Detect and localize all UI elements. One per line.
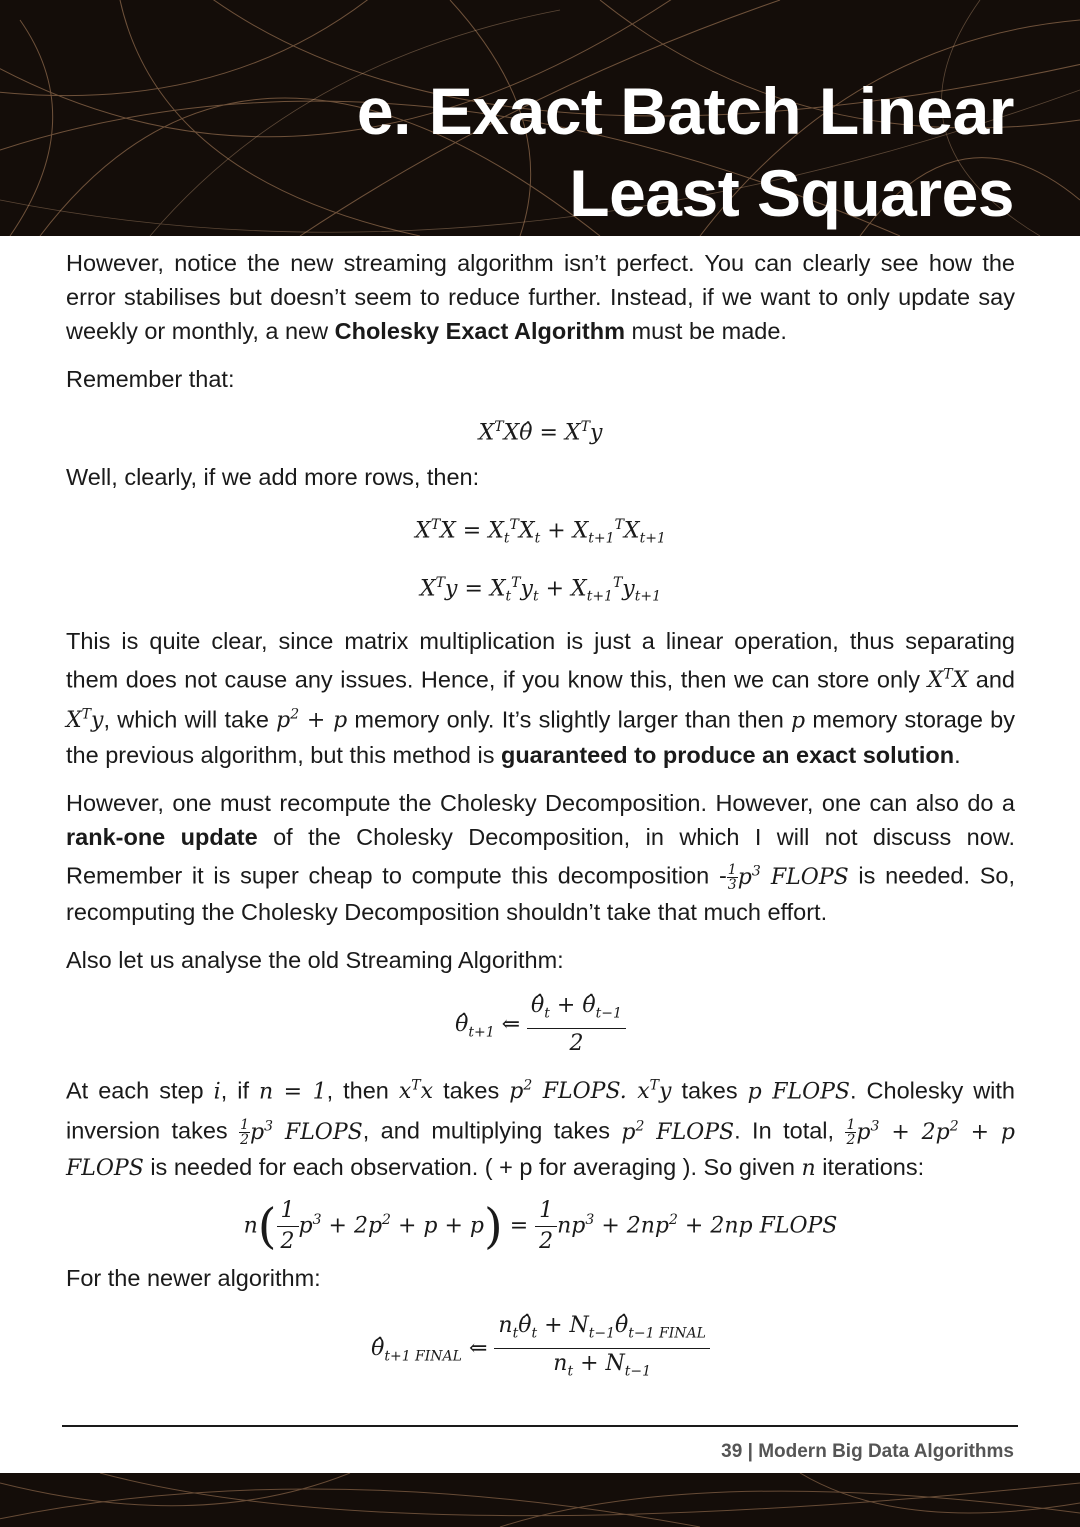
cholesky-text-a: However, one must recompute the Cholesky Decomposition. However, one can also do a xyxy=(66,790,1015,817)
linear-text-c: , which will take xyxy=(103,706,277,733)
footer-separator: | xyxy=(747,1441,753,1462)
cholesky-text-c: is needed. So, recomputing the Cholesky Decomposition shouldn’t take that much effort. xyxy=(66,862,1016,925)
equation-normal: $X^TX\thetâ = X^Ty$ xyxy=(478,419,603,446)
math-xtx: $X^TX$ xyxy=(927,666,969,694)
math-xty: $X^Ty$ xyxy=(66,707,104,734)
math-i: i xyxy=(213,1079,221,1105)
math-p2-flops-2: $p^2$ FLOPS xyxy=(621,1118,735,1145)
header-banner xyxy=(0,0,1080,236)
paragraph-intro xyxy=(66,246,1015,348)
flops-text-b: , if xyxy=(220,1077,259,1104)
title-line-1: e. Exact Batch Linear xyxy=(356,74,1014,148)
cholesky-bold: rank-one update xyxy=(66,824,258,851)
equation-total-flops: n( $\frac{1}{2}$ $p^3 + 2p^2 + p + p$) = $\frac{1}{2}$ $np^3 + 2np^2 + 2np$ FLOPS xyxy=(243,1197,838,1255)
flops-text-j: iterations: xyxy=(815,1153,925,1180)
math-total: $\frac{1}{2}$ $p^3 + 2p^2 + p$ FLOPS xyxy=(66,1117,1015,1181)
flops-text-a: At each step xyxy=(66,1077,214,1104)
footer-banner xyxy=(0,1473,1080,1527)
linear-text-d: memory only. It’s slightly larger than then xyxy=(347,706,792,733)
decorative-curves-footer xyxy=(0,1473,1080,1527)
book-title: Modern Big Data Algorithms xyxy=(758,1441,1014,1462)
main-content xyxy=(66,246,1015,1397)
cholesky-text-b: of the Cholesky Decomposition, in which I will not discuss now. Remember it is super cheap to compute this decomposition - xyxy=(66,824,1015,889)
page-footer xyxy=(721,1441,1014,1463)
flops-text-h: . In total, xyxy=(734,1117,846,1144)
paragraph-remember: Remember that: xyxy=(66,366,235,392)
linear-text-b: and xyxy=(968,666,1015,693)
paragraph-rows: Well, clearly, if we add more rows, then: xyxy=(66,464,480,491)
intro-end: must be made. xyxy=(624,318,787,344)
equation-final: $\thetâ_{t+1 FINAL}$ ⇐ $\frac{n_t\thetâ_t + N_{t-1}\thetâ_{t-1 FINAL}}{n_t + N_{t-1}}$ xyxy=(66,1311,1015,1387)
math-n: n xyxy=(801,1155,816,1181)
flops-text-g: , and multiplying takes xyxy=(362,1117,622,1144)
flops-text-f: . Cholesky with inversion takes xyxy=(66,1077,1016,1144)
math-p: p xyxy=(791,708,806,734)
paragraph-cholesky xyxy=(66,786,1015,928)
math-n-eq-1: n = 1 xyxy=(259,1079,327,1105)
flops-text-d: takes xyxy=(433,1077,510,1104)
equation-xtx-split: $X^TX = X_t^TX_t + X_{t+1}^TX_{t+1}$ xyxy=(415,517,666,548)
paragraph-newer: For the newer algorithm: xyxy=(66,1264,321,1291)
linear-end: . xyxy=(954,742,961,769)
math-third-p3: $\frac{1}{3}$ $p^3$ FLOPS xyxy=(727,862,849,894)
flops-text-i: is needed for each observation. ( + p for averaging ). So given xyxy=(143,1153,802,1180)
page-title xyxy=(357,70,1014,234)
linear-text-a: This is quite clear, since matrix multiplication is just a linear operation, thus separating them does not cause any issues. Hence, if you know this, then we can store only xyxy=(66,627,1015,693)
page-number: 39 xyxy=(721,1441,743,1462)
equation-streaming: $\thetâ_{t+1}$ ⇐ $\frac{\thetâ_t + \thetâ_{t-1}}{2}$ xyxy=(66,991,1015,1059)
flops-text-e: takes xyxy=(671,1077,748,1104)
equation-xty-split: $X^Ty = X_t^Ty_t + X_{t+1}^Ty_{t+1}$ xyxy=(420,575,661,605)
math-p-flops: p FLOPS xyxy=(747,1079,850,1105)
paragraph-analyse: Also let us analyse the old Streaming Algorithm: xyxy=(66,946,564,973)
footer-divider xyxy=(62,1425,1018,1427)
paragraph-linear xyxy=(66,624,1015,773)
math-p2-flops: $p^2$ FLOPS. $x^Ty$ xyxy=(509,1078,672,1105)
paragraph-flops xyxy=(66,1069,1015,1186)
title-line-2: Least Squares xyxy=(569,156,1014,230)
math-half-p3: $\frac{1}{2}$ $p^3$ FLOPS xyxy=(240,1117,363,1149)
linear-bold: guaranteed to produce an exact solution xyxy=(500,742,955,769)
math-p2p: $p^2 + p$ xyxy=(276,707,348,734)
intro-text: However, notice the new streaming algorithm isn’t perfect. You can clearly see how the error stabilises but doesn’t seem to reduce further. Instead, if we want to only update say weekly or monthly, a new xyxy=(66,250,1015,344)
flops-text-c: , then xyxy=(326,1077,399,1104)
math-xtx-lower: $x^Tx$ xyxy=(398,1078,434,1105)
intro-bold: Cholesky Exact Algorithm xyxy=(334,318,625,344)
linear-text-e: memory storage by the previous algorithm, but this method is xyxy=(66,706,1015,769)
